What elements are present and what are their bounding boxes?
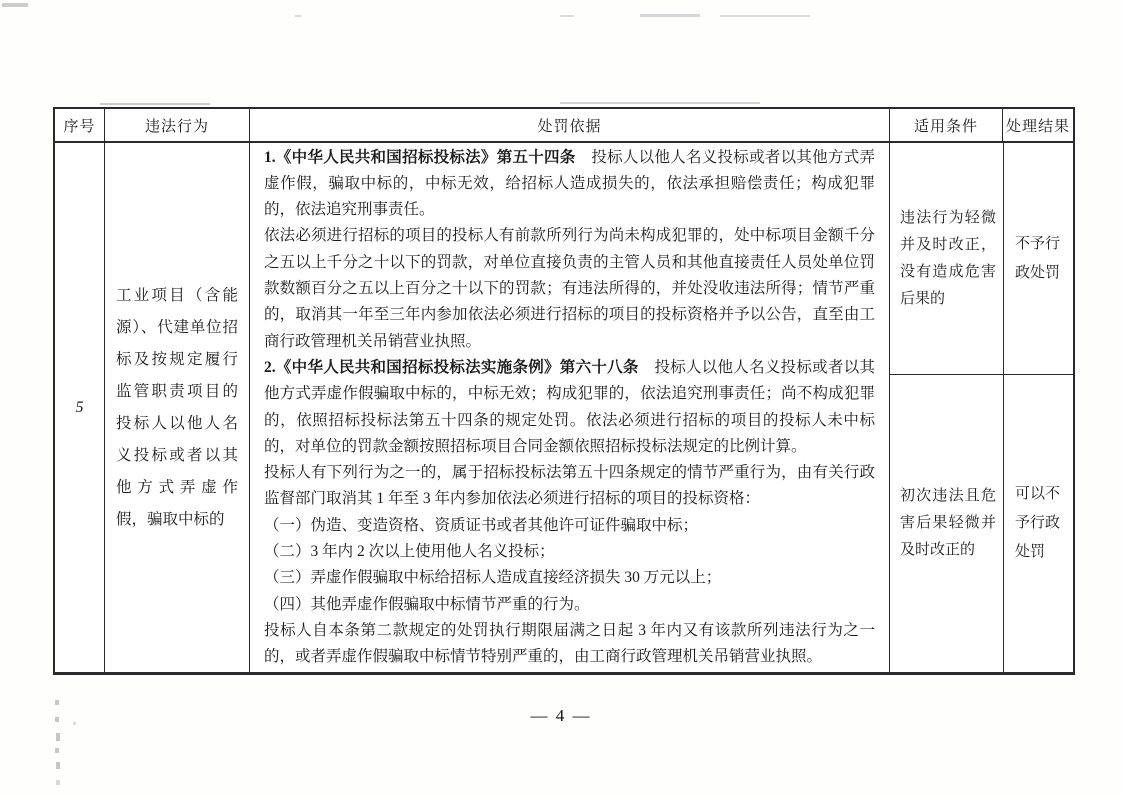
result-text: 不予行政处罚 xyxy=(1015,235,1061,281)
table-body-row xyxy=(55,143,1073,672)
basis-paragraph xyxy=(264,539,875,565)
header-result: 处理结果 xyxy=(1005,118,1070,135)
law-title: 1.《中华人民共和国招标投标法》第五十四条 xyxy=(264,148,576,166)
basis-paragraph xyxy=(264,565,875,591)
result-cell-1 xyxy=(1004,143,1073,375)
column-result xyxy=(1004,143,1073,672)
condition-text: 初次违法且危害后果轻微并及时改正的 xyxy=(900,488,996,558)
paragraph-text: 投标人以他人名义投标或者以其他方式弄虚作假，骗取中标的，中标无效，给招标人造成损失的，依法承担赔偿责任；构成犯罪的，依法追究刑事责任。 xyxy=(264,148,875,219)
scan-noise xyxy=(640,14,700,17)
scan-noise xyxy=(2,3,28,7)
paragraph-text: （四）其他弄虚作假骗取中标情节严重的行为。 xyxy=(264,595,590,613)
column-condition xyxy=(890,143,1004,672)
condition-text: 违法行为轻微并及时改正，没有造成危害后果的 xyxy=(900,209,996,307)
paragraph-text: 投标人有下列行为之一的，属于招标投标法第五十四条规定的情节严重行为，由有关行政监督部门取消其 1 年至 3 年内参加依法必须进行招标的项目的投标资格： xyxy=(264,464,875,508)
paragraph-text: （一）伪造、变造资格、资质证书或者其他许可证件骗取中标； xyxy=(264,516,699,534)
result-text: 可以不予行政处罚 xyxy=(1015,486,1061,560)
scan-noise xyxy=(295,15,301,17)
law-title: 2.《中华人民共和国招标投标法实施条例》第六十八条 xyxy=(264,358,639,376)
scan-noise xyxy=(56,762,60,769)
paragraph-text: 投标人以他人名义投标或者以其他方式弄虚作假骗取中标的，中标无效；构成犯罪的，依法追究刑事责任；尚不构成犯罪的，依照招标投标法第五十四条的规定处罚。依法必须进行招标的项目的投标人未中标的，对单位的罚款金额按照招标项目合同金额依照招标投标法规定的比例计算。 xyxy=(264,358,875,455)
condition-cell-1 xyxy=(890,143,1003,375)
basis-paragraph xyxy=(264,513,875,539)
scan-noise xyxy=(100,103,210,105)
page-number: — 4 — xyxy=(530,706,592,725)
scan-noise xyxy=(56,780,60,785)
paragraph-text: （二）3 年内 2 次以上使用他人名义投标； xyxy=(264,542,555,560)
header-seq: 序号 xyxy=(55,109,105,141)
header-condition: 适用条件 xyxy=(890,109,1003,141)
scan-noise xyxy=(55,748,59,753)
behavior-text: 工业项目（含能源）、代建单位招标及按规定履行监管职责项目的投标人以他人名义投标或者以其他方式弄虚作假，骗取中标的 xyxy=(116,286,238,528)
basis-paragraph xyxy=(264,355,875,460)
scan-noise xyxy=(720,15,810,17)
scan-noise xyxy=(560,15,574,17)
condition-cell-2 xyxy=(890,375,1003,672)
scan-noise xyxy=(560,102,760,104)
header-basis: 处罚依据 xyxy=(250,109,890,141)
basis-paragraph xyxy=(264,223,875,354)
cell-seq: 5 xyxy=(55,143,105,672)
cell-basis xyxy=(250,143,890,672)
header-behavior: 违法行为 xyxy=(105,109,250,141)
basis-paragraph xyxy=(264,592,875,618)
basis-paragraph xyxy=(264,618,875,671)
paragraph-text: （三）弄虚作假骗取中标给招标人造成直接经济损失 30 万元以上； xyxy=(264,569,722,587)
basis-paragraph xyxy=(264,145,875,224)
basis-paragraph xyxy=(264,460,875,513)
scan-noise xyxy=(56,733,60,741)
paragraph-text: 依法必须进行招标的项目的投标人有前款所列行为尚未构成犯罪的，处中标项目金额千分之五以上千分之十以下的罚款，对单位直接负责的主管人员和其他直接责任人员处单位罚款数额百分之五以上百分之十以下的罚款；有违法所得的，并处没收违法所得；情节严重的，取消其一年至三年内参加依法必须进行招标的项目的投标资格并予以公告，直至由工商行政管理机关吊销营业执照。 xyxy=(264,227,875,350)
cell-behavior xyxy=(105,143,250,672)
paragraph-text: 投标人自本条第二款规定的处罚执行期限届满之日起 3 年内又有该款所列违法行为之一的，或者弄虚作假骗取中标情节特别严重的，由工商行政管理机关吊销营业执照。 xyxy=(264,621,875,666)
scan-noise xyxy=(55,700,59,705)
result-cell-2 xyxy=(1004,375,1073,672)
table-header-row xyxy=(55,109,1073,143)
penalty-table xyxy=(53,107,1075,675)
